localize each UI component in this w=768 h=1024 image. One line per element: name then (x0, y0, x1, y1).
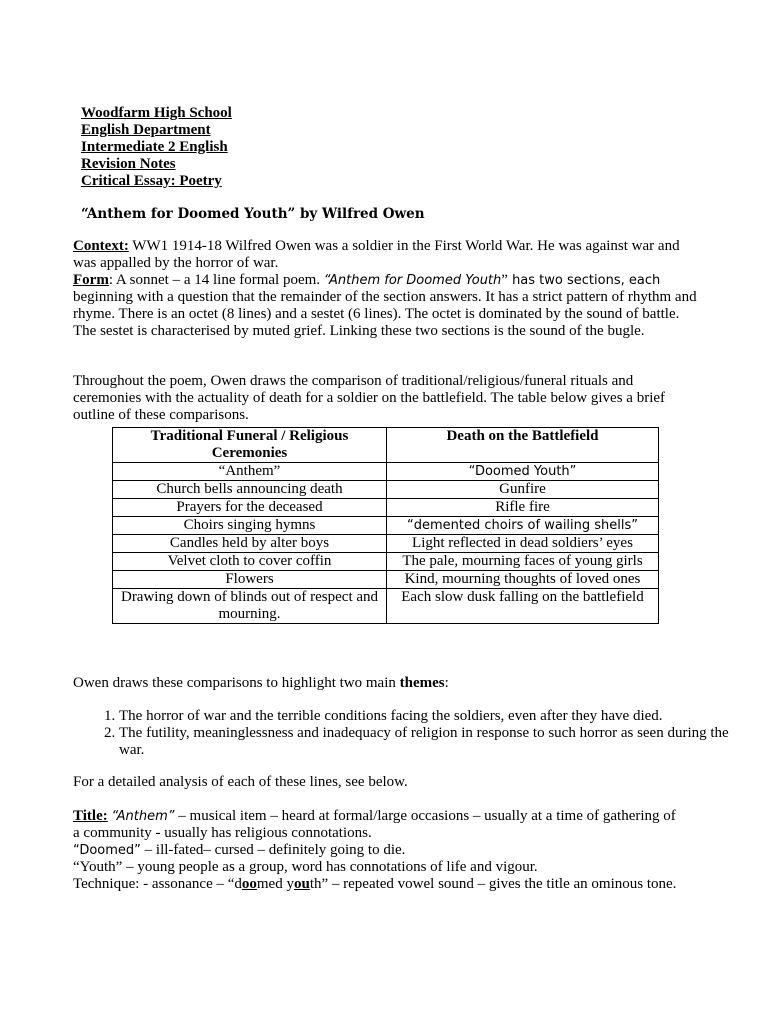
table-header-row (113, 428, 659, 463)
table-cell: Flowers (113, 571, 387, 589)
table-row (113, 553, 659, 571)
technique-text-b: med y (256, 876, 294, 892)
context-label: Context: (73, 238, 129, 254)
table-cell: Each slow dusk falling on the battlefield (387, 589, 659, 624)
table-cell: Church bells announcing death (113, 481, 387, 499)
poem-title: “Anthem for Doomed Youth” by Wilfred Owen (81, 206, 425, 222)
title-line1: – musical item – heard at formal/large occasions – usually at a time of gathering of (174, 808, 676, 824)
title-label: Title: (73, 808, 108, 824)
comparison-intro: Throughout the poem, Owen draws the comparison of traditional/religious/funeral rituals and ceremonies with the actuality of death for a soldier on the battlefield. The table below gives a brief outline of these comparisons. (73, 373, 666, 423)
themes-intro-text: Owen draws these comparisons to highlight two main (73, 675, 400, 691)
table-cell: Light reflected in dead soldiers’ eyes (387, 535, 659, 553)
table-row (113, 499, 659, 517)
table-cell: “demented choirs of wailing shells” (387, 517, 659, 535)
table-row (113, 571, 659, 589)
context-paragraph (73, 238, 698, 340)
comparison-table (112, 427, 659, 624)
table-cell: Gunfire (387, 481, 659, 499)
list-item: 2. The futility, meaninglessness and inadequacy of religion in response to such horror as seen during the war. (119, 725, 744, 759)
table-cell: “Anthem” (113, 463, 387, 481)
course-name: Intermediate 2 English (81, 139, 228, 155)
youth-text: “Youth” – young people as a group, word has connotations of life and vigour. (73, 859, 538, 875)
technique-oo: oo (241, 876, 257, 892)
table-header-traditional: Traditional Funeral / Religious Ceremonies (113, 428, 387, 463)
form-label: Form (73, 272, 109, 288)
technique-text-a: Technique: - assonance – “d (73, 876, 242, 892)
table-row (113, 589, 659, 624)
form-colon: : A sonnet – a 14 line formal poem. (108, 272, 324, 288)
themes-list (73, 708, 744, 759)
form-alt-part: has two sections, each (507, 273, 661, 288)
form-close-quote: ” (501, 272, 508, 288)
detail-intro: For a detailed analysis of each of these lines, see below. (73, 774, 408, 790)
themes-intro (73, 675, 698, 692)
title-analysis (73, 808, 698, 893)
table-cell: “Doomed Youth” (387, 463, 659, 481)
table-cell: Rifle fire (387, 499, 659, 517)
table-row (113, 481, 659, 499)
table-row (113, 517, 659, 535)
table-cell: Kind, mourning thoughts of loved ones (387, 571, 659, 589)
notes-type: Revision Notes (81, 156, 176, 172)
table-cell: The pale, mourning faces of young girls (387, 553, 659, 571)
technique-text-c: th” – repeated vowel sound – gives the title an ominous tone. (309, 876, 677, 892)
department-name: English Department (81, 122, 211, 138)
list-item: 1. The horror of war and the terrible conditions facing the soldiers, even after they have died. (119, 708, 744, 725)
table-row (113, 535, 659, 553)
technique-ou: ou (293, 876, 310, 892)
anthem-word: “Anthem” (111, 809, 175, 824)
table-row (113, 463, 659, 481)
document-header (81, 105, 232, 190)
table-header-battlefield: Death on the Battlefield (387, 428, 659, 463)
table-cell: Prayers for the deceased (113, 499, 387, 517)
table-cell: Velvet cloth to cover coffin (113, 553, 387, 571)
form-text: beginning with a question that the remainder of the section answers. It has a strict pattern of rhythm and rhyme. There is an octet (8 lines) and a sestet (6 lines). The octet is dominated by the sound of battle. The sestet is characterised by muted grief. Linking these two sections is the sound of the bugle. (73, 289, 697, 339)
title-line2: a community - usually has religious connotations. (73, 825, 372, 841)
topic-name: Critical Essay: Poetry (81, 173, 222, 189)
doomed-word: “Doomed” (73, 843, 141, 858)
school-name: Woodfarm High School (81, 105, 232, 121)
table-cell: Drawing down of blinds out of respect and mourning. (113, 589, 387, 624)
context-text: WW1 1914-18 Wilfred Owen was a soldier in the First World War. He was against war and was appalled by the horror of war. (73, 238, 680, 271)
themes-intro-colon: : (444, 675, 449, 691)
form-title-ref: “Anthem for Doomed Youth (323, 273, 502, 288)
doomed-text: – ill-fated– cursed – definitely going to die. (140, 842, 406, 858)
table-cell: Candles held by alter boys (113, 535, 387, 553)
themes-keyword: themes (399, 675, 445, 691)
table-cell: Choirs singing hymns (113, 517, 387, 535)
